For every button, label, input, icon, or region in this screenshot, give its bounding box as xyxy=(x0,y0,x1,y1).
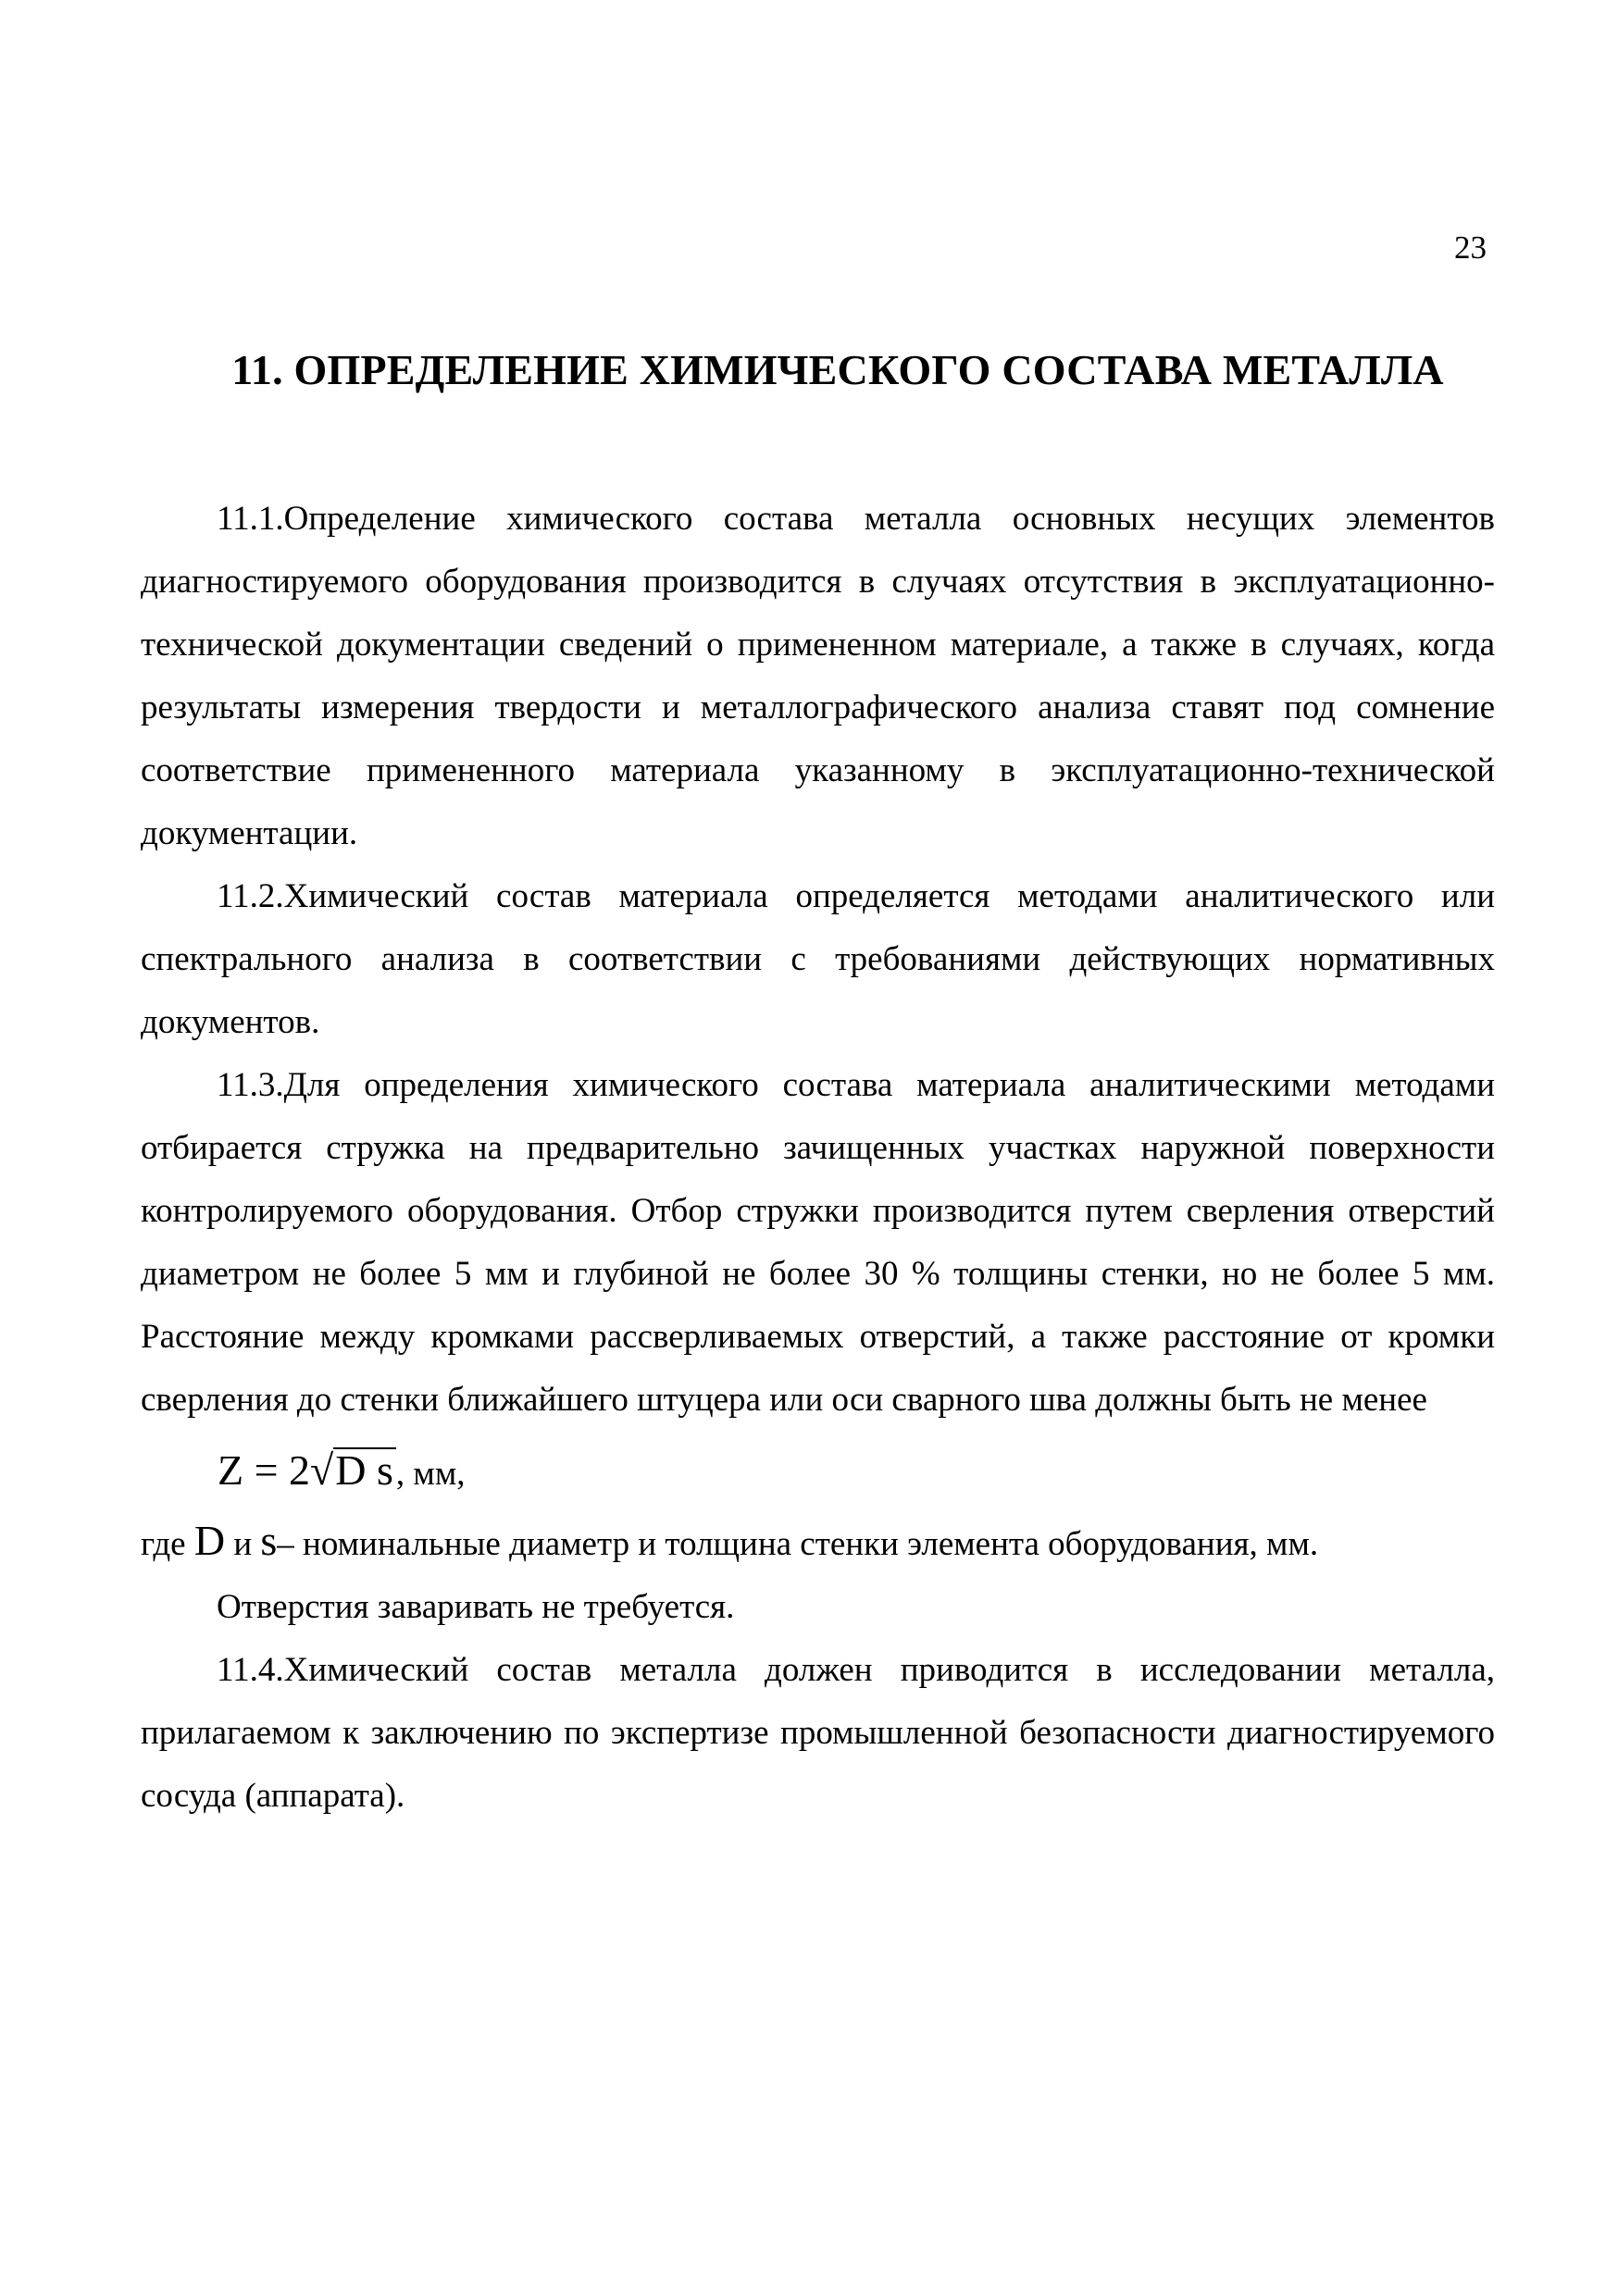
paragraph-11-4: 11.4.Химический состав металла должен приводится в исследовании металла, прилагаемом к заключению по экспертизе промышленной безопасности диагностируемого сосуда (аппарата). xyxy=(141,1651,1495,1815)
section-title: 11. ОПРЕДЕЛЕНИЕ ХИМИЧЕСКОГО СОСТАВА МЕТАЛЛА xyxy=(231,346,1444,393)
formula-sqrt xyxy=(310,1432,396,1513)
where-rest: – номинальные диаметр и толщина стенки элемента оборудования, мм. xyxy=(277,1525,1319,1563)
formula-z xyxy=(141,1432,1495,1509)
symbol-d: D xyxy=(193,1517,226,1564)
where-and: и xyxy=(233,1525,253,1563)
symbol-s: s xyxy=(260,1517,278,1564)
paragraph-11-2: 11.2.Химический состав материала определяется методами аналитического или спектрального анализа в соответствии с требованиями действующих нормативных документов. xyxy=(141,877,1495,1041)
paragraph-no-weld: Отверстия заваривать не требуется. xyxy=(217,1588,735,1626)
formula-lhs: Z = 2 xyxy=(218,1446,311,1494)
radical-sign: √ xyxy=(310,1446,334,1494)
paragraph-11-3: 11.3.Для определения химического состава материала аналитическими методами отбирается стружка на предварительно зачищенных участках наружной поверхности контролируемого оборудования. Отбор стружки производится путем сверления отверстий диаметром не более 5 мм и глубиной не более 30 % толщины стенки, но не более 5 мм. Расстояние между кромками рассверливаемых отверстий, а также расстояние от кромки сверления до стенки ближайшего штуцера или оси сварного шва должны быть не менее xyxy=(141,1066,1495,1419)
page-number: 23 xyxy=(1454,230,1487,266)
document-body xyxy=(141,488,1495,1828)
formula-radicand: D s xyxy=(333,1447,396,1492)
where-prefix: где xyxy=(141,1525,186,1563)
paragraph-11-1: 11.1.Определение химического состава металла основных несущих элементов диагностируемого оборудования производится в случаях отсутствия в эксплуатационно-технической документации сведений о примененном материале, а также в случаях, когда результаты измерения твердости и металлографического анализа ставят под сомнение соответствие примененного материала указанному в эксплуатационно-технической документации. xyxy=(141,500,1495,852)
formula-explanation xyxy=(141,1509,1495,1576)
formula-unit: , мм, xyxy=(395,1455,466,1493)
